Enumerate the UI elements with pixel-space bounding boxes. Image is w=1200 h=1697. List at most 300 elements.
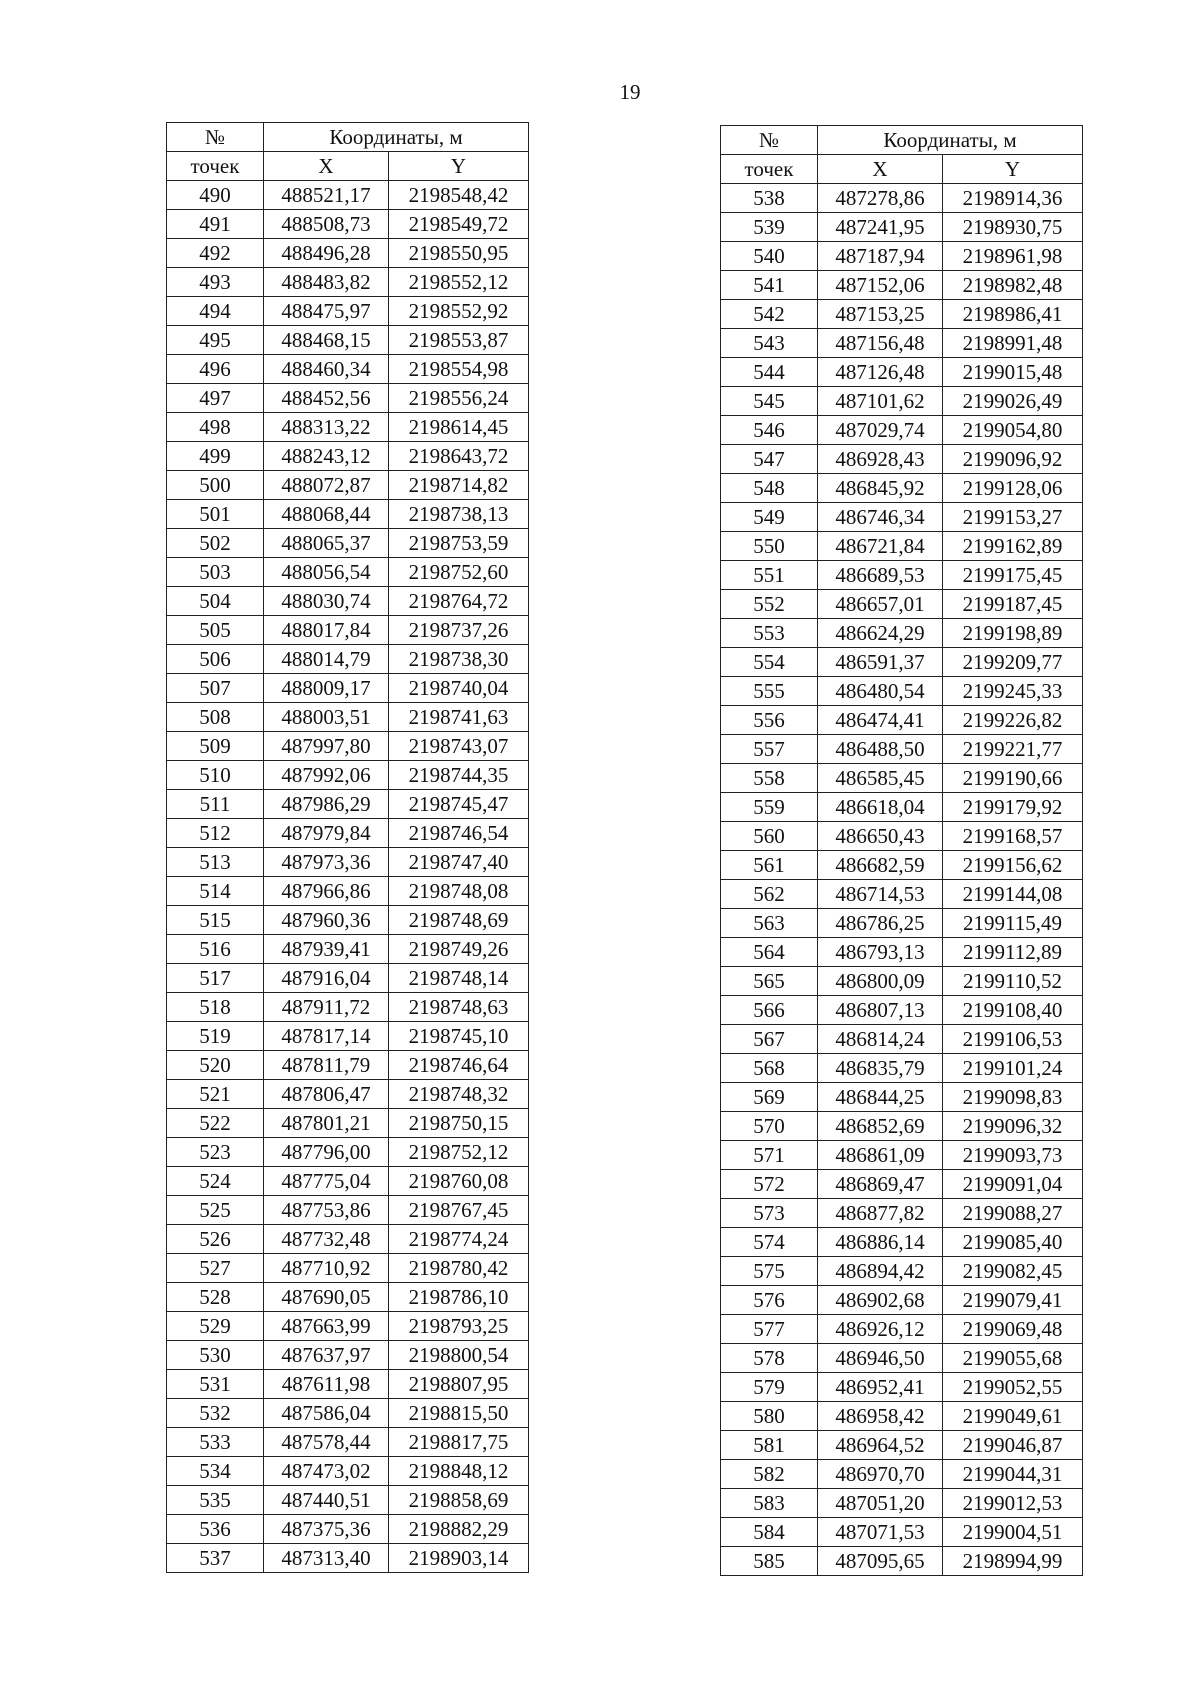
point-number-cell: 574	[721, 1228, 818, 1257]
x-coordinate-cell: 487811,79	[264, 1051, 389, 1080]
y-coordinate-cell: 2198752,12	[389, 1138, 529, 1167]
point-number-cell: 531	[167, 1370, 264, 1399]
point-number-cell: 577	[721, 1315, 818, 1344]
point-number-cell: 536	[167, 1515, 264, 1544]
x-coordinate-cell: 486786,25	[818, 909, 943, 938]
y-coordinate-cell: 2199079,41	[943, 1286, 1083, 1315]
table-row	[721, 706, 1083, 735]
y-coordinate-cell: 2198903,14	[389, 1544, 529, 1573]
point-number-cell: 557	[721, 735, 818, 764]
point-number-cell: 520	[167, 1051, 264, 1080]
table-row	[167, 964, 529, 993]
header-row	[721, 155, 1083, 184]
y-coordinate-cell: 2198643,72	[389, 442, 529, 471]
y-coordinate-cell: 2198752,60	[389, 558, 529, 587]
y-coordinate-cell: 2198614,45	[389, 413, 529, 442]
point-number-cell: 562	[721, 880, 818, 909]
table-row	[167, 181, 529, 210]
y-coordinate-cell: 2199096,32	[943, 1112, 1083, 1141]
x-coordinate-cell: 486958,42	[818, 1402, 943, 1431]
table-row	[167, 1457, 529, 1486]
table-row	[721, 764, 1083, 793]
x-coordinate-cell: 488243,12	[264, 442, 389, 471]
point-number-cell: 501	[167, 500, 264, 529]
table-row	[721, 1373, 1083, 1402]
point-number-cell: 534	[167, 1457, 264, 1486]
table-row	[721, 1286, 1083, 1315]
y-coordinate-cell: 2198748,69	[389, 906, 529, 935]
point-number-cell: 540	[721, 242, 818, 271]
point-number-cell: 542	[721, 300, 818, 329]
point-number-cell: 532	[167, 1399, 264, 1428]
point-number-cell: 548	[721, 474, 818, 503]
table-row	[721, 1257, 1083, 1286]
table-row	[167, 645, 529, 674]
y-coordinate-cell: 2198848,12	[389, 1457, 529, 1486]
table-row	[167, 935, 529, 964]
table-row	[167, 703, 529, 732]
table-row	[721, 532, 1083, 561]
table-row	[167, 268, 529, 297]
point-number-cell: 510	[167, 761, 264, 790]
y-coordinate-cell: 2198760,08	[389, 1167, 529, 1196]
point-number-cell: 514	[167, 877, 264, 906]
point-number-cell: 567	[721, 1025, 818, 1054]
point-number-cell: 582	[721, 1460, 818, 1489]
table-row	[167, 326, 529, 355]
x-coordinate-cell: 487911,72	[264, 993, 389, 1022]
x-coordinate-cell: 486657,01	[818, 590, 943, 619]
y-coordinate-cell: 2199015,48	[943, 358, 1083, 387]
y-coordinate-cell: 2199069,48	[943, 1315, 1083, 1344]
point-number-cell: 572	[721, 1170, 818, 1199]
table-row	[721, 1547, 1083, 1576]
point-number-cell: 500	[167, 471, 264, 500]
table-row	[721, 851, 1083, 880]
y-coordinate-cell: 2198786,10	[389, 1283, 529, 1312]
x-coordinate-cell: 486869,47	[818, 1170, 943, 1199]
coordinates-table-left	[166, 122, 529, 1573]
table-row	[721, 996, 1083, 1025]
point-number-cell: 545	[721, 387, 818, 416]
y-coordinate-cell: 2198553,87	[389, 326, 529, 355]
table-row	[721, 387, 1083, 416]
x-coordinate-cell: 486861,09	[818, 1141, 943, 1170]
y-coordinate-cell: 2198753,59	[389, 529, 529, 558]
table-row	[167, 1515, 529, 1544]
table-row	[721, 242, 1083, 271]
x-coordinate-cell: 487753,86	[264, 1196, 389, 1225]
point-number-cell: 496	[167, 355, 264, 384]
point-number-cell: 515	[167, 906, 264, 935]
y-coordinate-cell: 2198748,08	[389, 877, 529, 906]
table-row	[721, 735, 1083, 764]
y-coordinate-cell: 2199153,27	[943, 503, 1083, 532]
table-row	[167, 471, 529, 500]
x-coordinate-cell: 486585,45	[818, 764, 943, 793]
y-coordinate-cell: 2198961,98	[943, 242, 1083, 271]
y-coordinate-cell: 2198780,42	[389, 1254, 529, 1283]
y-coordinate-cell: 2199144,08	[943, 880, 1083, 909]
x-coordinate-cell: 487637,97	[264, 1341, 389, 1370]
y-coordinate-cell: 2199112,89	[943, 938, 1083, 967]
table-row	[721, 416, 1083, 445]
point-number-header-bottom: точек	[167, 152, 264, 181]
point-number-cell: 535	[167, 1486, 264, 1515]
x-coordinate-cell: 486877,82	[818, 1199, 943, 1228]
table-row	[167, 1399, 529, 1428]
x-coordinate-cell: 486964,52	[818, 1431, 943, 1460]
table-row	[721, 1460, 1083, 1489]
point-number-cell: 576	[721, 1286, 818, 1315]
x-coordinate-cell: 487611,98	[264, 1370, 389, 1399]
y-coordinate-cell: 2198982,48	[943, 271, 1083, 300]
x-coordinate-cell: 487375,36	[264, 1515, 389, 1544]
point-number-cell: 492	[167, 239, 264, 268]
y-coordinate-cell: 2199198,89	[943, 619, 1083, 648]
table-row	[167, 297, 529, 326]
point-number-cell: 504	[167, 587, 264, 616]
table-row	[721, 793, 1083, 822]
x-coordinate-cell: 487101,62	[818, 387, 943, 416]
point-number-cell: 494	[167, 297, 264, 326]
table-row	[721, 677, 1083, 706]
y-coordinate-cell: 2199187,45	[943, 590, 1083, 619]
point-number-cell: 517	[167, 964, 264, 993]
y-coordinate-cell: 2199004,51	[943, 1518, 1083, 1547]
x-coordinate-cell: 486721,84	[818, 532, 943, 561]
table-row	[167, 761, 529, 790]
y-coordinate-cell: 2199179,92	[943, 793, 1083, 822]
x-coordinate-cell: 487586,04	[264, 1399, 389, 1428]
table-row	[167, 790, 529, 819]
y-coordinate-cell: 2198817,75	[389, 1428, 529, 1457]
y-coordinate-cell: 2198807,95	[389, 1370, 529, 1399]
point-number-cell: 546	[721, 416, 818, 445]
x-coordinate-cell: 486970,70	[818, 1460, 943, 1489]
y-coordinate-cell: 2199245,33	[943, 677, 1083, 706]
x-coordinate-cell: 486480,54	[818, 677, 943, 706]
point-number-cell: 490	[167, 181, 264, 210]
table-row	[167, 1167, 529, 1196]
table-row	[167, 239, 529, 268]
x-coordinate-cell: 487473,02	[264, 1457, 389, 1486]
x-coordinate-cell: 487997,80	[264, 732, 389, 761]
header-row	[167, 152, 529, 181]
x-coordinate-cell: 486835,79	[818, 1054, 943, 1083]
table-row	[167, 993, 529, 1022]
point-number-cell: 521	[167, 1080, 264, 1109]
y-coordinate-cell: 2198858,69	[389, 1486, 529, 1515]
point-number-cell: 561	[721, 851, 818, 880]
x-coordinate-cell: 487806,47	[264, 1080, 389, 1109]
table-row	[167, 848, 529, 877]
y-coordinate-cell: 2198552,12	[389, 268, 529, 297]
x-coordinate-cell: 488009,17	[264, 674, 389, 703]
y-coordinate-cell: 2199012,53	[943, 1489, 1083, 1518]
x-coordinate-cell: 486591,37	[818, 648, 943, 677]
y-coordinate-cell: 2198748,14	[389, 964, 529, 993]
y-coordinate-cell: 2199190,66	[943, 764, 1083, 793]
point-number-cell: 525	[167, 1196, 264, 1225]
x-coordinate-cell: 487095,65	[818, 1547, 943, 1576]
table-row	[167, 732, 529, 761]
table-row	[721, 590, 1083, 619]
table-row	[167, 1022, 529, 1051]
table-row	[721, 1170, 1083, 1199]
y-coordinate-cell: 2199175,45	[943, 561, 1083, 590]
point-number-cell: 530	[167, 1341, 264, 1370]
y-coordinate-cell: 2198746,54	[389, 819, 529, 848]
y-coordinate-cell: 2199221,77	[943, 735, 1083, 764]
point-number-cell: 513	[167, 848, 264, 877]
point-number-cell: 502	[167, 529, 264, 558]
table-row	[721, 329, 1083, 358]
point-number-cell: 569	[721, 1083, 818, 1112]
x-coordinate-cell: 487153,25	[818, 300, 943, 329]
x-coordinate-cell: 486844,25	[818, 1083, 943, 1112]
x-coordinate-cell: 487029,74	[818, 416, 943, 445]
x-coordinate-cell: 486952,41	[818, 1373, 943, 1402]
x-coordinate-cell: 487152,06	[818, 271, 943, 300]
x-coordinate-cell: 486793,13	[818, 938, 943, 967]
y-coordinate-cell: 2199093,73	[943, 1141, 1083, 1170]
table-row	[721, 358, 1083, 387]
table-row	[167, 906, 529, 935]
y-coordinate-cell: 2199082,45	[943, 1257, 1083, 1286]
table-row	[167, 1138, 529, 1167]
table-row	[721, 648, 1083, 677]
point-number-cell: 549	[721, 503, 818, 532]
x-coordinate-cell: 488460,34	[264, 355, 389, 384]
table-row	[721, 880, 1083, 909]
y-coordinate-cell: 2198764,72	[389, 587, 529, 616]
table-row	[721, 967, 1083, 996]
x-coordinate-cell: 488003,51	[264, 703, 389, 732]
x-coordinate-cell: 487690,05	[264, 1283, 389, 1312]
y-coordinate-cell: 2199101,24	[943, 1054, 1083, 1083]
point-number-cell: 581	[721, 1431, 818, 1460]
y-coordinate-cell: 2198748,32	[389, 1080, 529, 1109]
page-number: 19	[619, 80, 641, 104]
point-number-cell: 579	[721, 1373, 818, 1402]
y-coordinate-cell: 2198914,36	[943, 184, 1083, 213]
table-row	[167, 1312, 529, 1341]
y-coordinate-cell: 2198746,64	[389, 1051, 529, 1080]
table-row	[167, 1225, 529, 1254]
y-coordinate-cell: 2199049,61	[943, 1402, 1083, 1431]
y-header: Y	[943, 155, 1083, 184]
y-coordinate-cell: 2198767,45	[389, 1196, 529, 1225]
table-row	[167, 1341, 529, 1370]
point-number-cell: 527	[167, 1254, 264, 1283]
point-number-cell: 556	[721, 706, 818, 735]
table-row	[167, 819, 529, 848]
point-number-header-top: №	[721, 126, 818, 155]
table-row	[721, 1141, 1083, 1170]
coordinates-table-right	[720, 125, 1083, 1576]
y-coordinate-cell: 2198552,92	[389, 297, 529, 326]
point-number-cell: 493	[167, 268, 264, 297]
x-coordinate-cell: 488483,82	[264, 268, 389, 297]
point-number-cell: 516	[167, 935, 264, 964]
point-number-cell: 529	[167, 1312, 264, 1341]
point-number-cell: 566	[721, 996, 818, 1025]
table-row	[167, 1428, 529, 1457]
table-row	[167, 1196, 529, 1225]
y-coordinate-cell: 2199168,57	[943, 822, 1083, 851]
table-row	[167, 1051, 529, 1080]
point-number-cell: 505	[167, 616, 264, 645]
y-coordinate-cell: 2198743,07	[389, 732, 529, 761]
x-coordinate-cell: 487051,20	[818, 1489, 943, 1518]
point-number-cell: 560	[721, 822, 818, 851]
table-row	[721, 1344, 1083, 1373]
table-row	[721, 1315, 1083, 1344]
x-coordinate-cell: 488068,44	[264, 500, 389, 529]
point-number-cell: 509	[167, 732, 264, 761]
y-coordinate-cell: 2198554,98	[389, 355, 529, 384]
y-coordinate-cell: 2199209,77	[943, 648, 1083, 677]
x-coordinate-cell: 487916,04	[264, 964, 389, 993]
table-row	[167, 558, 529, 587]
coordinates-header: Координаты, м	[818, 126, 1083, 155]
y-coordinate-cell: 2198749,26	[389, 935, 529, 964]
point-number-cell: 533	[167, 1428, 264, 1457]
table-row	[721, 619, 1083, 648]
y-coordinate-cell: 2199044,31	[943, 1460, 1083, 1489]
x-coordinate-cell: 486946,50	[818, 1344, 943, 1373]
table-row	[167, 1080, 529, 1109]
y-coordinate-cell: 2199115,49	[943, 909, 1083, 938]
x-coordinate-cell: 488313,22	[264, 413, 389, 442]
point-number-cell: 555	[721, 677, 818, 706]
x-coordinate-cell: 487313,40	[264, 1544, 389, 1573]
x-coordinate-cell: 488475,97	[264, 297, 389, 326]
table-row	[167, 1283, 529, 1312]
y-coordinate-cell: 2199052,55	[943, 1373, 1083, 1402]
x-coordinate-cell: 487979,84	[264, 819, 389, 848]
table-row	[167, 500, 529, 529]
table-row	[167, 1254, 529, 1283]
y-coordinate-cell: 2198556,24	[389, 384, 529, 413]
y-coordinate-cell: 2199106,53	[943, 1025, 1083, 1054]
table-row	[721, 300, 1083, 329]
y-coordinate-cell: 2199108,40	[943, 996, 1083, 1025]
y-coordinate-cell: 2198815,50	[389, 1399, 529, 1428]
table-row	[167, 355, 529, 384]
x-coordinate-cell: 487973,36	[264, 848, 389, 877]
y-coordinate-cell: 2199226,82	[943, 706, 1083, 735]
y-coordinate-cell: 2199098,83	[943, 1083, 1083, 1112]
y-coordinate-cell: 2198930,75	[943, 213, 1083, 242]
point-number-cell: 507	[167, 674, 264, 703]
point-number-cell: 538	[721, 184, 818, 213]
point-number-header-bottom: точек	[721, 155, 818, 184]
table-row	[721, 1083, 1083, 1112]
x-coordinate-cell: 487126,48	[818, 358, 943, 387]
table-row	[167, 529, 529, 558]
y-coordinate-cell: 2198549,72	[389, 210, 529, 239]
x-coordinate-cell: 486689,53	[818, 561, 943, 590]
x-coordinate-cell: 486886,14	[818, 1228, 943, 1257]
point-number-cell: 584	[721, 1518, 818, 1547]
y-coordinate-cell: 2199128,06	[943, 474, 1083, 503]
point-number-cell: 559	[721, 793, 818, 822]
y-coordinate-cell: 2198740,04	[389, 674, 529, 703]
x-coordinate-cell: 486852,69	[818, 1112, 943, 1141]
x-coordinate-cell: 488030,74	[264, 587, 389, 616]
y-coordinate-cell: 2198738,13	[389, 500, 529, 529]
table-row	[721, 1199, 1083, 1228]
point-number-cell: 499	[167, 442, 264, 471]
x-coordinate-cell: 487578,44	[264, 1428, 389, 1457]
x-coordinate-cell: 486682,59	[818, 851, 943, 880]
table-row	[167, 1544, 529, 1573]
y-coordinate-cell: 2199054,80	[943, 416, 1083, 445]
y-coordinate-cell: 2199110,52	[943, 967, 1083, 996]
point-number-cell: 568	[721, 1054, 818, 1083]
table-row	[167, 674, 529, 703]
y-coordinate-cell: 2199046,87	[943, 1431, 1083, 1460]
table-body	[721, 184, 1083, 1576]
x-coordinate-cell: 487992,06	[264, 761, 389, 790]
point-number-cell: 512	[167, 819, 264, 848]
x-coordinate-cell: 486650,43	[818, 822, 943, 851]
point-number-cell: 575	[721, 1257, 818, 1286]
x-coordinate-cell: 487440,51	[264, 1486, 389, 1515]
x-coordinate-cell: 487241,95	[818, 213, 943, 242]
point-number-cell: 552	[721, 590, 818, 619]
table-body	[167, 181, 529, 1573]
table-row	[167, 877, 529, 906]
y-coordinate-cell: 2198737,26	[389, 616, 529, 645]
point-number-cell: 528	[167, 1283, 264, 1312]
table-row	[721, 503, 1083, 532]
point-number-cell: 550	[721, 532, 818, 561]
point-number-cell: 503	[167, 558, 264, 587]
x-coordinate-cell: 488056,54	[264, 558, 389, 587]
table-row	[721, 184, 1083, 213]
y-coordinate-cell: 2199088,27	[943, 1199, 1083, 1228]
y-coordinate-cell: 2199026,49	[943, 387, 1083, 416]
y-coordinate-cell: 2198994,99	[943, 1547, 1083, 1576]
y-coordinate-cell: 2198745,47	[389, 790, 529, 819]
point-number-cell: 554	[721, 648, 818, 677]
table-row	[721, 1518, 1083, 1547]
x-coordinate-cell: 487817,14	[264, 1022, 389, 1051]
x-coordinate-cell: 488065,37	[264, 529, 389, 558]
table-row	[167, 1109, 529, 1138]
y-coordinate-cell: 2199162,89	[943, 532, 1083, 561]
x-coordinate-cell: 486928,43	[818, 445, 943, 474]
table-row	[721, 561, 1083, 590]
table-row	[721, 909, 1083, 938]
point-number-cell: 547	[721, 445, 818, 474]
point-number-cell: 565	[721, 967, 818, 996]
y-coordinate-cell: 2198748,63	[389, 993, 529, 1022]
x-coordinate-cell: 486814,24	[818, 1025, 943, 1054]
point-number-cell: 523	[167, 1138, 264, 1167]
table-row	[721, 1112, 1083, 1141]
y-coordinate-cell: 2198800,54	[389, 1341, 529, 1370]
coordinates-header: Координаты, м	[264, 123, 529, 152]
x-coordinate-cell: 488452,56	[264, 384, 389, 413]
point-number-cell: 537	[167, 1544, 264, 1573]
x-coordinate-cell: 487986,29	[264, 790, 389, 819]
point-number-cell: 506	[167, 645, 264, 674]
point-number-cell: 571	[721, 1141, 818, 1170]
